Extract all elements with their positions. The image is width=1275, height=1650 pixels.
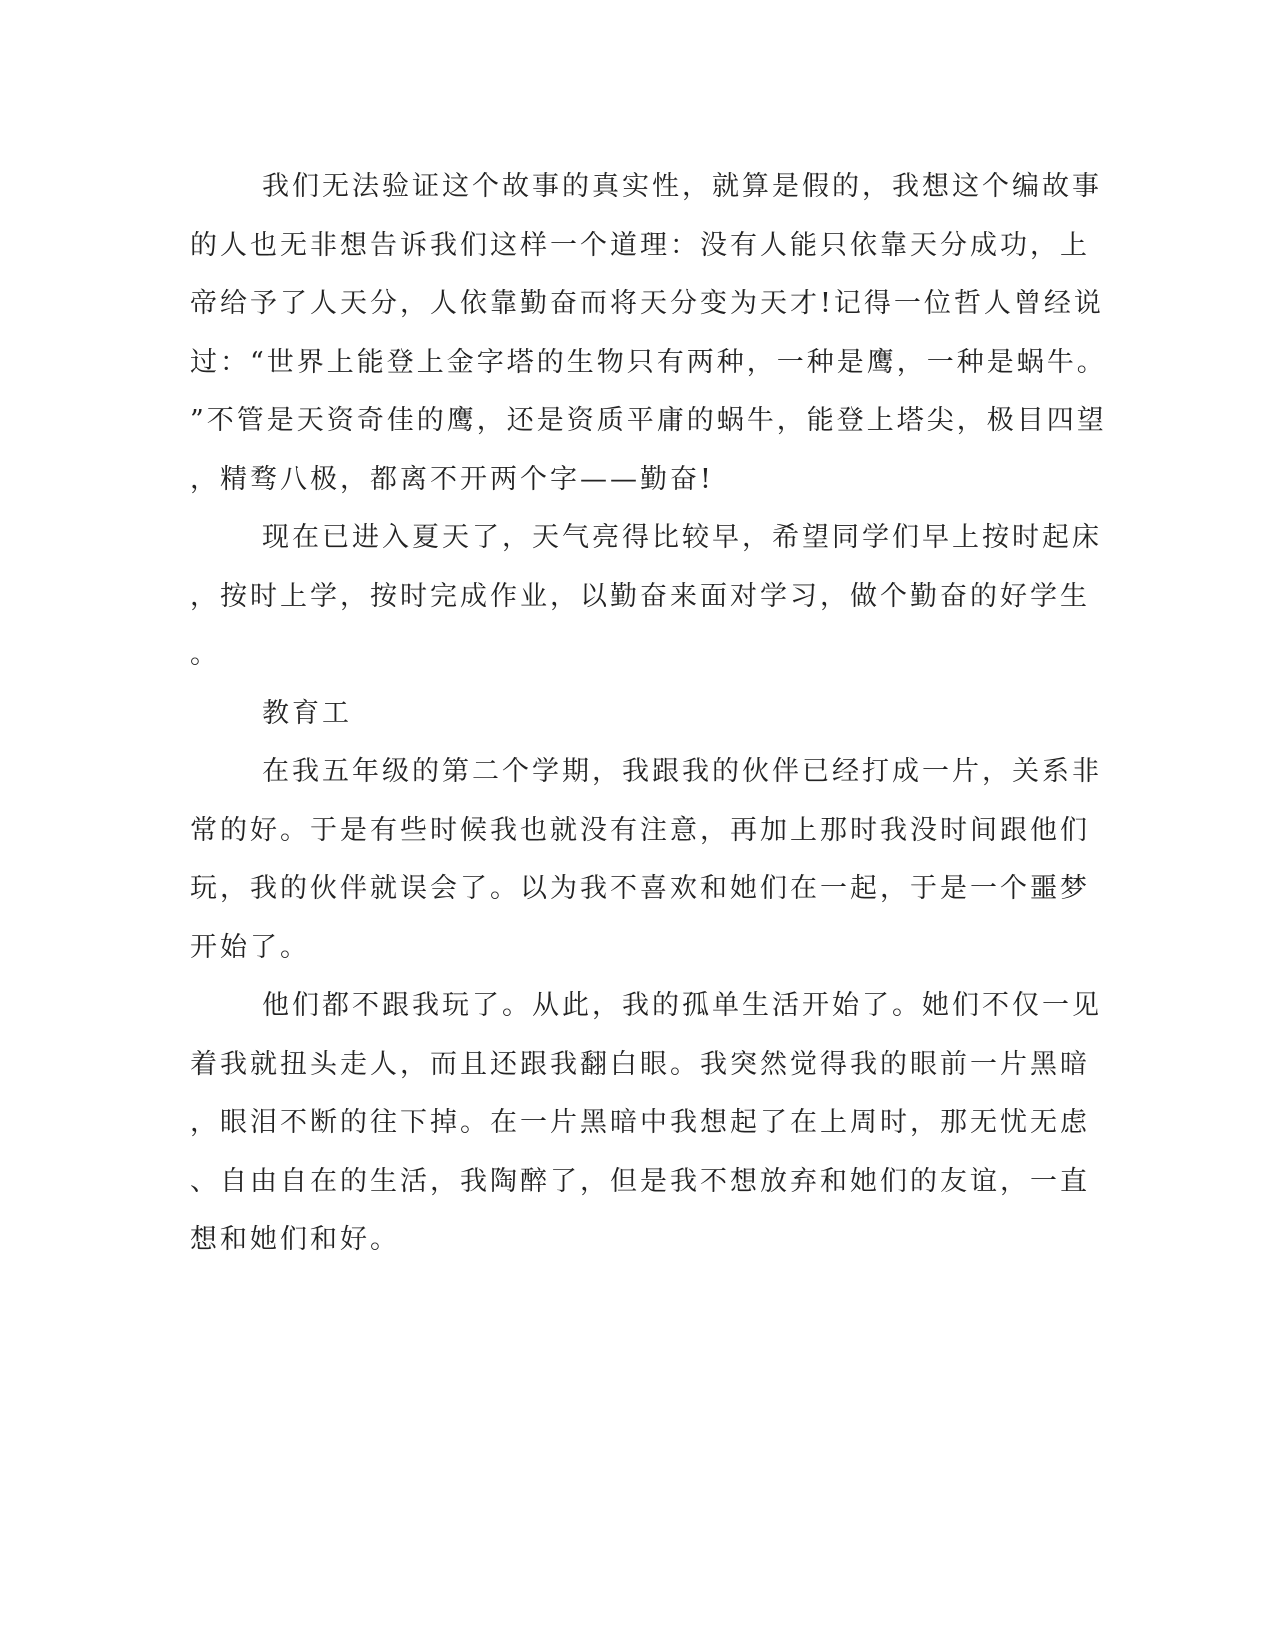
paragraph-1-line-1: 我们无法验证这个故事的真实性，就算是假的，我想这个编故事 <box>262 171 1102 202</box>
paragraph-4-line-4: 、自由自在的生活，我陶醉了，但是我不想放弃和她们的友谊，一直 <box>190 1165 1090 1197</box>
paragraph-3-line-2: 常的好。于是有些时候我也就没有注意，再加上那时我没时间跟他们 <box>190 814 1090 846</box>
paragraph-2-line-2: ，按时上学，按时完成作业，以勤奋来面对学习，做个勤奋的好学生 <box>190 580 1090 612</box>
paragraph-4-line-5: 想和她们和好。 <box>190 1224 400 1255</box>
document-body <box>190 158 1107 1270</box>
paragraph-4-line-1: 他们都不跟我玩了。从此，我的孤单生活开始了。她们不仅一见 <box>262 990 1102 1021</box>
paragraph-1-line-5: ”不管是天资奇佳的鹰，还是资质平庸的蜗牛，能登上塔尖，极目四望 <box>190 405 1107 436</box>
paragraph-1-line-6: ，精骛八极，都离不开两个字——勤奋! <box>190 463 714 495</box>
paragraph-2-line-1: 现在已进入夏天了，天气亮得比较早，希望同学们早上按时起床 <box>262 522 1102 553</box>
section-heading: 教育工 <box>262 697 352 729</box>
paragraph-3-line-1: 在我五年级的第二个学期，我跟我的伙伴已经打成一片，关系非 <box>262 756 1102 787</box>
paragraph-1-line-2: 的人也无非想告诉我们这样一个道理：没有人能只依靠天分成功，上 <box>190 229 1090 261</box>
paragraph-1-line-3: 帝给予了人天分，人依靠勤奋而将天分变为天才!记得一位哲人曾经说 <box>190 288 1104 319</box>
paragraph-3-line-4: 开始了。 <box>190 931 310 963</box>
paragraph-3-line-3: 玩，我的伙伴就误会了。以为我不喜欢和她们在一起，于是一个噩梦 <box>190 873 1090 904</box>
paragraph-4-line-2: 着我就扭头走人，而且还跟我翻白眼。我突然觉得我的眼前一片黑暗 <box>190 1048 1090 1080</box>
paragraph-1-line-4: 过：“世界上能登上金字塔的生物只有两种，一种是鹰，一种是蜗牛。 <box>190 346 1107 378</box>
paragraph-2-line-3: 。 <box>190 639 220 670</box>
paragraph-4-line-3: ，眼泪不断的往下掉。在一片黑暗中我想起了在上周时，那无忧无虑 <box>190 1107 1090 1138</box>
